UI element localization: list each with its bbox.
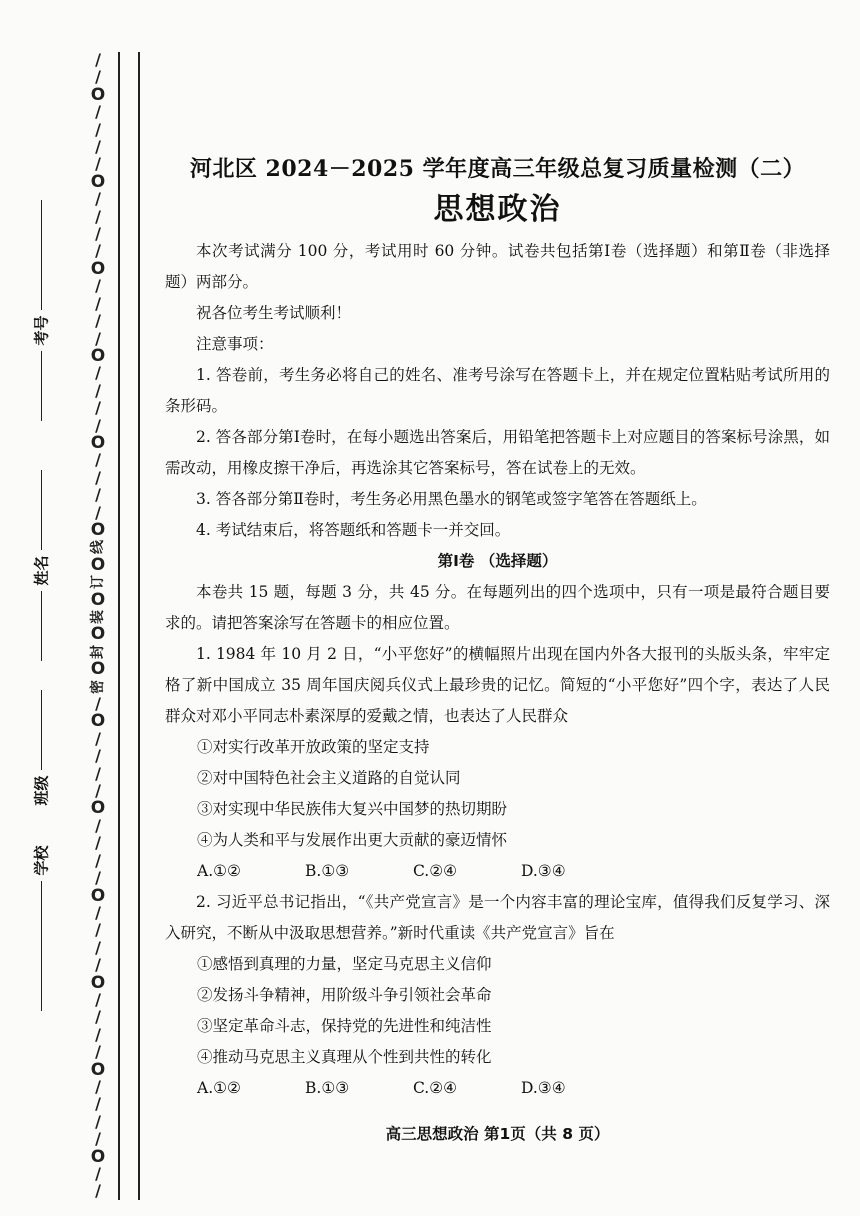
binding-slash-mark: / — [95, 241, 101, 261]
binding-circle-mark: O — [90, 972, 106, 993]
statement-option: ②发扬斗争精神，用阶级斗争引领社会革命 — [197, 986, 492, 1004]
binding-slash-mark: / — [95, 224, 101, 244]
choice-b: B.①③ — [305, 862, 350, 880]
exam-title: 河北区 2024－2025 学年度高三年级总复习质量检测（二） — [189, 156, 806, 182]
binding-slash-mark: / — [95, 311, 101, 331]
notice-title: 注意事项： — [196, 335, 274, 353]
answer-choices — [165, 1073, 830, 1104]
notice-item: 2. 答各部分第Ⅰ卷时，在每小题选出答案后，用铅笔把答题卡上对应题目的答案标号涂黑，如需改动，用橡皮擦干净后，再选涂其它答案标号，答在试卷上的无效。 — [165, 428, 830, 477]
exam-content — [165, 150, 830, 1104]
binding-slash-mark: / — [95, 1042, 101, 1062]
statement-option: ④为人类和平与发展作出更大贡献的豪迈情怀 — [197, 831, 508, 849]
fill-line — [41, 591, 42, 661]
fill-line — [41, 351, 42, 421]
binding-seal-column — [84, 52, 112, 1200]
section-description: 本卷共 15 题，每题 3 分，共 45 分。在每题列出的四个选项中，只有一项是最符合题目要求的。请把答案涂写在答题卡的相应位置。 — [165, 583, 830, 632]
binding-slash-mark: / — [95, 815, 101, 835]
choice-c: C.②④ — [413, 862, 458, 880]
binding-slash-mark: / — [95, 398, 101, 418]
binding-slash-mark: / — [95, 467, 101, 487]
choice-b: B.①③ — [305, 1079, 350, 1097]
binding-slash-mark: / — [95, 728, 101, 748]
binding-slash-mark: / — [95, 989, 101, 1009]
binding-slash-mark: / — [95, 937, 101, 957]
intro-paragraph: 本次考试满分 100 分，考试用时 60 分钟。试卷共包括第Ⅰ卷（选择题）和第Ⅱ卷（非选择题）两部分。 — [165, 242, 830, 291]
question-stem: 2. 习近平总书记指出，“《共产党宣言》是一个内容丰富的理论宝库，值得我们反复学习、深入研究，不断从中汲取思想营养。”新时代重读《共产党宣言》旨在 — [165, 893, 830, 942]
binding-slash-mark: / — [95, 189, 101, 209]
binding-circle-mark: O — [90, 1059, 106, 1080]
good-luck-line: 祝各位考生考试顺利！ — [196, 304, 352, 322]
binding-slash-mark: / — [95, 206, 101, 226]
fill-line — [41, 690, 42, 770]
page-footer: 高三思想政治 第1页（共 8 页） — [385, 1125, 610, 1143]
binding-circle-mark: O — [90, 171, 106, 192]
question-2 — [165, 887, 830, 1104]
choice-a: A.①② — [197, 1079, 241, 1097]
field-class — [26, 690, 56, 811]
binding-slash-mark: / — [95, 415, 101, 435]
binding-slash-mark: / — [95, 1181, 101, 1201]
section-title: 第Ⅰ卷 （选择题） — [437, 552, 558, 570]
binding-slash-mark: / — [95, 154, 101, 174]
binding-circle-mark: O — [90, 554, 106, 575]
binding-circle-mark: O — [90, 589, 106, 610]
binding-circle-mark: O — [90, 659, 106, 680]
binding-line-inner — [118, 52, 120, 1200]
field-exam-number — [26, 200, 56, 421]
statement-option: ④推动马克思主义真理从个性到共性的转化 — [197, 1048, 492, 1066]
question-stem: 1. 1984 年 10 月 2 日，“小平您好”的横幅照片出现在国内外各大报刊的头版头条，牢牢定格了新中国成立 35 周年国庆阅兵仪式上最珍贵的记忆。简短的“小平您好”四个字，表达了人民群众对邓小平同志朴素深厚的爱戴之情，也表达了人民群众 — [165, 645, 830, 725]
field-label: 班级 — [32, 775, 51, 806]
binding-slash-mark: / — [95, 485, 101, 505]
binding-circle-mark: O — [90, 258, 106, 279]
choice-a: A.①② — [197, 862, 241, 880]
binding-slash-mark: / — [95, 380, 101, 400]
binding-slash-mark: / — [95, 363, 101, 383]
binding-slash-mark: / — [95, 1164, 101, 1183]
field-school — [26, 840, 56, 1011]
binding-circle-mark: O — [90, 84, 106, 105]
binding-seal-char: 封 — [90, 644, 106, 659]
fill-line — [41, 200, 42, 310]
notice-item: 3. 答各部分第Ⅱ卷时，考生务必用黑色墨水的钢笔或签字笔答在答题纸上。 — [196, 490, 707, 508]
binding-slash-mark: / — [95, 502, 101, 522]
binding-circle-mark: O — [90, 519, 106, 540]
binding-slash-mark: / — [95, 955, 101, 975]
binding-line-outer — [138, 52, 140, 1200]
binding-seal-char: 密 — [90, 679, 106, 694]
statement-option: ③对实现中华民族伟大复兴中国梦的热切期盼 — [197, 800, 508, 818]
binding-slash-mark: / — [95, 868, 101, 888]
binding-slash-mark: / — [95, 1111, 101, 1131]
statement-option: ①感悟到真理的力量，坚定马克思主义信仰 — [197, 955, 492, 973]
field-name — [26, 470, 56, 661]
answer-choices — [165, 856, 830, 887]
choice-d: D.③④ — [521, 1079, 566, 1097]
binding-circle-mark: O — [90, 798, 106, 819]
binding-slash-mark: / — [95, 50, 101, 69]
binding-slash-mark: / — [95, 746, 101, 766]
binding-circle-mark: O — [90, 711, 106, 732]
field-label: 考号 — [32, 315, 51, 346]
binding-slash-mark: / — [95, 276, 101, 296]
binding-circle-mark: O — [90, 624, 106, 645]
binding-slash-mark: / — [95, 902, 101, 922]
binding-slash-mark: / — [95, 1076, 101, 1096]
binding-slash-mark: / — [95, 119, 101, 139]
binding-slash-mark: / — [95, 450, 101, 470]
binding-slash-mark: / — [95, 763, 101, 783]
field-label: 姓名 — [32, 555, 51, 586]
choice-d: D.③④ — [521, 862, 566, 880]
binding-seal-char: 装 — [90, 610, 106, 624]
fill-line — [41, 881, 42, 1011]
binding-slash-mark: / — [95, 920, 101, 940]
binding-slash-mark: / — [95, 781, 101, 801]
binding-slash-mark: / — [95, 137, 101, 157]
binding-slash-mark: / — [95, 833, 101, 853]
binding-slash-mark: / — [95, 1007, 101, 1027]
binding-slash-mark: / — [95, 694, 101, 714]
statement-option: ②对中国特色社会主义道路的自觉认同 — [197, 769, 461, 787]
binding-slash-mark: / — [95, 293, 101, 313]
notice-item: 1. 答卷前，考生务必将自己的姓名、准考号涂写在答题卡上，并在规定位置粘贴考试所用的条形码。 — [165, 366, 830, 415]
binding-slash-mark: / — [95, 67, 101, 87]
binding-circle-mark: O — [90, 432, 106, 453]
binding-slash-mark: / — [95, 328, 101, 348]
binding-circle-mark: O — [90, 345, 106, 366]
binding-circle-mark: O — [90, 885, 106, 906]
binding-circle-mark: O — [90, 1146, 106, 1167]
binding-slash-mark: / — [95, 1129, 101, 1149]
choice-c: C.②④ — [413, 1079, 458, 1097]
binding-slash-mark: / — [95, 1094, 101, 1114]
statement-option: ①对实行改革开放政策的坚定支持 — [197, 738, 430, 756]
question-1 — [165, 639, 830, 887]
binding-seal-char: 订 — [90, 575, 106, 590]
binding-slash-mark: / — [95, 1024, 101, 1044]
fill-line — [41, 470, 42, 550]
notice-item: 4. 考试结束后，将答题纸和答题卡一并交回。 — [196, 521, 511, 539]
subject-title: 思想政治 — [433, 192, 562, 227]
binding-slash-mark: / — [95, 850, 101, 870]
statement-option: ③坚定革命斗志，保持党的先进性和纯洁性 — [197, 1017, 492, 1035]
binding-slash-mark: / — [95, 102, 101, 122]
field-label: 学校 — [32, 845, 51, 876]
binding-seal-char: 线 — [90, 540, 106, 555]
